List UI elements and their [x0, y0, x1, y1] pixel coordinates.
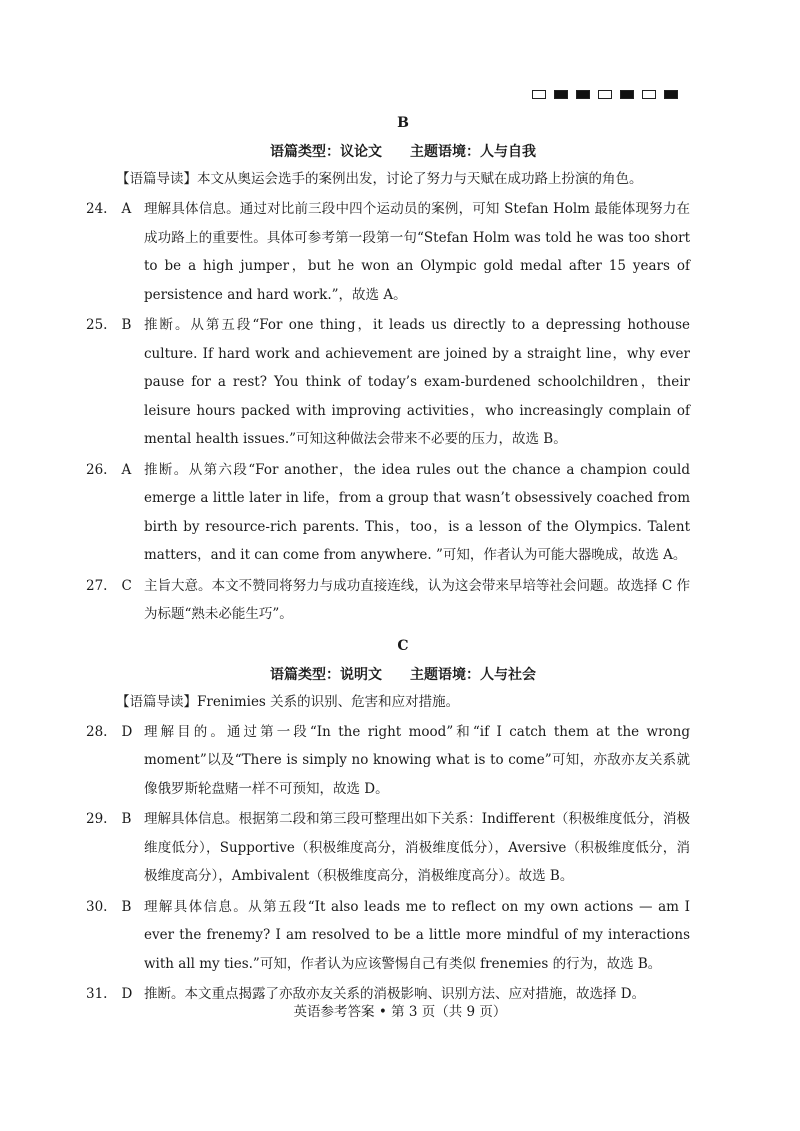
question-number: 25.	[86, 317, 108, 333]
question-28	[86, 718, 690, 804]
section-c-header	[116, 662, 690, 688]
page-footer: 英语参考答案 • 第 3 页（共 9 页）	[293, 1004, 507, 1020]
answer-content	[86, 112, 690, 1009]
question-answer: B	[121, 811, 132, 827]
question-answer: C	[121, 577, 132, 594]
section-b-type: 语篇类型：议论文	[270, 144, 382, 160]
question-number: 27.	[86, 577, 108, 594]
question-answer: B	[121, 898, 132, 915]
header-mark	[642, 90, 656, 99]
header-mark	[532, 90, 546, 99]
section-b-guide: 【语篇导读】本文从奥运会选手的案例出发，讨论了努力与天赋在成功路上扮演的角色。	[116, 171, 643, 187]
question-answer: A	[121, 461, 132, 478]
question-explanation: 理解目的。通过第一段“In the right mood”和“if I catch them at the wrong moment”以及“There is simply no knowing what is to come”可知，亦敌亦友关系就像俄罗斯轮盘赌一样不可预知，故选 D。	[144, 723, 690, 797]
question-explanation: 主旨大意。本文不赞同将努力与成功直接连线，认为这会带来早培等社会问题。故选择 C 作为标题“熟未必能生巧”。	[144, 577, 690, 622]
question-number: 29.	[86, 811, 108, 827]
section-c-type: 语篇类型：说明文	[270, 666, 382, 683]
question-explanation: 推断。从第五段“For one thing，it leads us directly to a depressing hothouse culture. If hard work and achievement are joined by a straight line，why ever pause for a rest? You think of today’s exam-burdened schoolchildren，their leisure hours packed with improving activities，who increasingly complain of mental health issues.”可知这种做法会带来不必要的压力，故选 B。	[144, 317, 690, 447]
section-c-theme: 主题语境：人与社会	[410, 666, 536, 683]
question-25	[86, 311, 690, 454]
question-explanation: 理解具体信息。从第五段“It also leads me to reflect on my own actions — am I ever the frenemy? I am resolved to be a little more mindful of my interactions with all my ties.”可知，作者认为应该警惕自己有类似 frenemies 的行为，故选 B。	[144, 898, 690, 972]
header-marks	[532, 90, 678, 99]
header-mark	[576, 90, 590, 99]
question-explanation: 理解具体信息。根据第二段和第三段可整理出如下关系：Indifferent（积极维度低分，消极维度低分），Supportive（积极维度高分，消极维度低分），Aversive（积极维度低分，消极维度高分），Ambivalent（积极维度高分，消极维度高分）。故选 B。	[144, 811, 690, 884]
question-answer: A	[121, 201, 132, 217]
question-number: 31.	[86, 986, 108, 1002]
header-mark	[664, 90, 678, 99]
question-26	[86, 456, 690, 570]
section-b-theme: 主题语境：人与自我	[410, 144, 536, 160]
question-answer: D	[121, 723, 133, 740]
question-24	[86, 195, 690, 309]
question-30	[86, 893, 690, 979]
question-answer: B	[121, 317, 132, 333]
header-mark	[554, 90, 568, 99]
question-number: 28.	[86, 723, 108, 740]
section-b-header	[116, 139, 690, 165]
question-29	[86, 805, 690, 891]
question-number: 26.	[86, 461, 108, 478]
section-c-letter: C	[397, 637, 409, 654]
section-b-letter: B	[397, 115, 409, 131]
question-explanation: 推断。从第六段“For another，the idea rules out the chance a champion could emerge a little later in life，from a group that wasn’t obsessively coached from birth by resource-rich parents. This，too，is a lesson of the Olympics. Talent matters，and it can come from anywhere. ”可知，作者认为可能大器晚成，故选 A。	[144, 461, 690, 563]
question-answer: D	[121, 986, 133, 1002]
question-27	[86, 572, 690, 629]
header-mark	[598, 90, 612, 99]
question-number: 24.	[86, 201, 108, 217]
question-explanation: 理解具体信息。通过对比前三段中四个运动员的案例，可知 Stefan Holm 最能体现努力在成功路上的重要性。具体可参考第一段第一句“Stefan Holm was told he was too short to be a high jumper，but he won an Olympic gold medal after 15 years of persistence and hard work.”，故选 A。	[144, 201, 690, 303]
question-number: 30.	[86, 898, 108, 915]
header-mark	[620, 90, 634, 99]
question-explanation: 推断。本文重点揭露了亦敌亦友关系的消极影响、识别方法、应对措施，故选择 D。	[144, 986, 646, 1002]
section-c-guide: 【语篇导读】Frenimies 关系的识别、危害和应对措施。	[116, 693, 460, 710]
